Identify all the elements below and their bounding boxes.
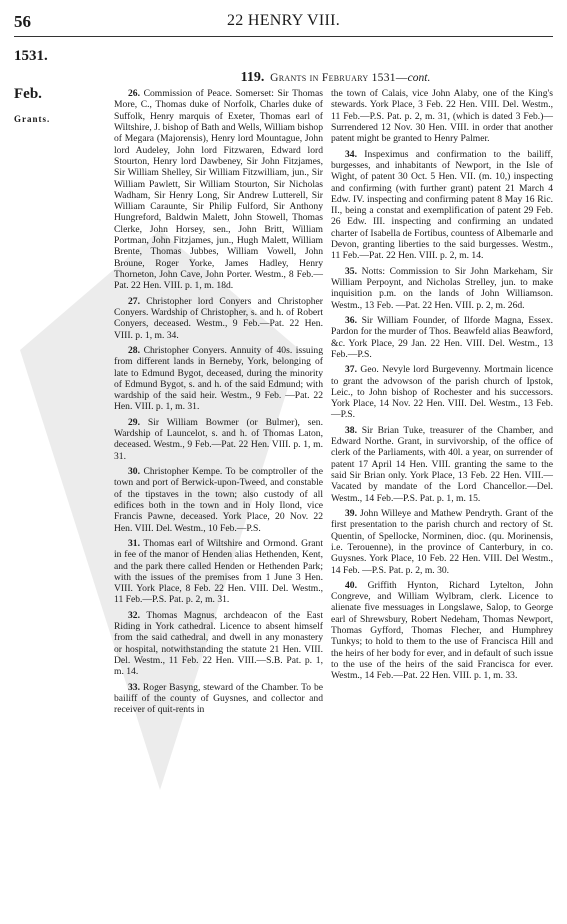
- entry-number: 29.: [128, 416, 140, 428]
- entry: [114, 345, 323, 413]
- entry-number: 31.: [128, 537, 140, 549]
- entry-number: 32.: [128, 609, 140, 621]
- running-title: 22 HENRY VIII.: [226, 12, 341, 29]
- entry: [114, 296, 323, 341]
- page-header: [14, 12, 553, 34]
- section-title: Grants in February 1531—: [270, 72, 408, 84]
- entry-text: Sir William Founder, of Ilforde Magna, Essex. Pardon for the murder of Thos. Beawfeld alias Beawford, &c. York Place, 29 Jan. 22 Hen. VIII. Del. Westm., 13 Feb.—P.S.: [331, 314, 553, 360]
- entry-text: Griffith Hynton, Richard Lytelton, John Congreve, and William Wylbram, clerk. Licence to alienate five messuages in Longslawe, Salop, to George earl of Shrewsbury, Robert Nedeham, Thomas Newport, Thomas Gyfford, Thomas Flecher, and Humphrey Tunkys; to hold to them to the use of Francisca Hill and the heirs of her body for ever, and in default of such issue to the use of the heirs of the said Francisca for ever. Westm., 14 Feb.—Pat. 22 Hen. VIII. p. 1, m. 33.: [331, 579, 553, 682]
- entry: [114, 417, 323, 462]
- entry: [331, 88, 553, 145]
- entry: [114, 88, 323, 292]
- section-title-cont: cont.: [407, 72, 431, 84]
- entry: [331, 266, 553, 311]
- entry: [331, 364, 553, 421]
- entry: [331, 149, 553, 262]
- entry: [114, 610, 323, 678]
- entry-text: Thomas Magnus, archdeacon of the East Riding in York cathedral. Licence to absent himself from the said cathedral, and dwell in any monastery or hospital, notwithstanding the statute 21 Hen. VIII. Del. Westm., 11 Feb. 22 Hen. VIII.—S.B. Pat. p. 1, m. 14.: [114, 609, 323, 678]
- entry-text: Christopher Conyers. Annuity of 40s. issuing from different lands in Berneby, York, belonging of late to Edmund Bygot, deceased, during the minority of Edmund Bygot, s. and h. of the said Edmund; with wardship of the said heir. Westm., 9 Feb. —Pat. 22 Hen. VIII. p. 1, m. 31.: [114, 344, 323, 413]
- entry-text: Thomas earl of Wiltshire and Ormond. Grant in fee of the manor of Henden alias Hethenden, Kent, and the park there called Henden or Hethenden Park; with the issues of the premises from 1 June 3 Hen. VIII. York Place, 8 Feb. 22 Hen. VIII. Del. Westm., 11 Feb.—P.S. Pat. p. 2, m. 31.: [114, 537, 323, 606]
- entry-text: Christopher lord Conyers and Christopher Conyers. Wardship of Christopher, s. and h. of Robert Conyers, deceased. Westm., 9 Feb.—Pat. 22 Hen. VIII. p. 1, m. 34.: [114, 295, 323, 341]
- entry-number: 34.: [345, 148, 357, 160]
- margin-month: Feb.: [14, 86, 42, 102]
- entry: [331, 315, 553, 360]
- entry: [331, 508, 553, 576]
- entry: [331, 425, 553, 504]
- entry-number: 28.: [128, 344, 140, 356]
- entry-text: Sir Brian Tuke, treasurer of the Chamber, and Edward Northe. Grant, in survivorship, of the office of clerk of the Parliaments, with 40l. a year, on surrender of patent 17 April 14 Hen. VIII. granting the same to the said Sir Brian only. York Place, 13 Feb. 22 Hen. VIII.—Vacated by mandate of the Lord Chancellor.—Del. Westm., 14 Feb.—P.S. Pat. p. 1, m. 15.: [331, 424, 553, 504]
- entry-number: 36.: [345, 314, 357, 326]
- page-number: 56: [14, 12, 31, 31]
- entry-text: Roger Basyng, steward of the Chamber. To be bailiff of the county of Guysnes, and collector and receiver of quit-rents in: [114, 681, 323, 716]
- entry: [114, 538, 323, 606]
- entry: [331, 580, 553, 682]
- header-rule: [14, 36, 553, 37]
- section-number: 119.: [240, 70, 265, 85]
- entry-text: Inspeximus and confirmation to the bailiff, burgesses, and inhabitants of Newport, in the Isle of Wight, of patent 30 Oct. 5 Hen. VII. (m. 10,) inspecting and confirming (with further grant) patent 21 March 4 Edw. IV. inspecting and confirming patent 8 May 16 Ric. II., being a constat and exemplification of patent 29 Feb. 26 Edw. III. inspecting and confirming an undated charter of Isabella de Fortibus, countess of Albemarle and Devon, granting liberties to the said burgesses. Westm., 11 Feb.—Pat. 22 Hen. VIII. p. 2, m. 14.: [331, 148, 553, 262]
- entry-number: 38.: [345, 424, 357, 436]
- entry-number: 40.: [345, 579, 357, 591]
- entry-number: 37.: [345, 364, 357, 376]
- entry-number: 39.: [345, 507, 357, 519]
- entry-number: 27.: [128, 295, 140, 307]
- left-column: [114, 88, 323, 720]
- entry-text: Commission of Peace. Somerset: Sir Thomas More, C., Thomas duke of Norfolk, Charles duke of Suffolk, Henry marquis of Exeter, Thomas earl of Wiltshire, J. bishop of Bath and Wells, William bishop of Megara (Majorensis), Henry lord Mountague, John lord Audeley, John lord Fitzwaren, Edward lord Stourton, Henry lord Dawbeney, Sir John Fitzjames, Sir William Shelley, Sir William Fitzwilliam, jun., Sir William Pawlett, Sir William Stourton, Sir Nicholas Wadham, Sir Henry Long, Sir Andrew Lutterell, Sir William Caraunte, Sir Philip Fulford, Sir Anthony Hungreford, Baldwin Malett, John Stowell, Thomas Clerke, John Horsey, sen., John Britt, William Portman, John Fitzjames, jun., Hugh Malett, William Brente, Thomas Jubbes, William Vowell, John Broune, Roger Yorke, James Hadley, Henry Thorneton, John Cave, John Porter. Westm., 8 Feb.—Pat. 22 Hen. VIII. p. 1, m. 18d.: [114, 88, 323, 292]
- entry-text: the town of Calais, vice John Alaby, one of the King's stewards. York Place, 3 Feb. 22 Hen. VIII. Del. Westm., 11 Feb.—P.S. Pat. p. 2, m. 31, (which is dated 3 Feb.)—Surrendered 12 Nov. 30 Hen. VIII. in order that another patent might be granted to Henry Palmer.: [331, 88, 553, 145]
- entry-text: Christopher Kempe. To be comptroller of the town and port of Berwick-upon-Tweed, and constable of the tipstaves in the town; also custody of all edifices both in the town and in Holy Ilond, vice Francis Pawne, deceased. York Place, 20 Nov. 22 Hen. VIII. Del. Westm., 10 Feb.—P.S.: [114, 466, 323, 534]
- entry-number: 35.: [345, 265, 357, 277]
- entry-text: Geo. Nevyle lord Burgevenny. Mortmain licence to grant the advowson of the parish church of Ipstok, Leic., to John bishop of Rochester and his successors. York Place, 14 Nov. 22 Hen. VIII. Del. Westm., 13 Feb.—P.S.: [331, 364, 553, 421]
- entry-number: 26.: [128, 88, 140, 99]
- entry: [114, 682, 323, 716]
- entry-number: 33.: [128, 681, 140, 693]
- right-column: [331, 88, 553, 686]
- section-heading: [118, 70, 553, 86]
- entry-text: Notts: Commission to Sir John Markeham, Sir William Perpoynt, and Nicholas Strelley, jun. to make inquisition p.m. on the lands of John Williamson. Westm., 13 Feb. —Pat. 22 Hen. VIII. p. 2, m. 26d.: [331, 265, 553, 311]
- margin-section-label: Grants.: [14, 114, 51, 124]
- entry-text: Sir William Bowmer (or Bulmer), sen. Wardship of Launcelot, s. and h. of Thomas Laton, deceased. Westm., 9 Feb.—Pat. 22 Hen. VIII. p. 1, m. 31.: [114, 416, 323, 462]
- margin-year: 1531.: [14, 48, 48, 64]
- entry: [114, 466, 323, 534]
- entry-text: John Willeye and Mathew Pendryth. Grant of the first presentation to the parish church and rectory of St. Quentin, of Spellocke, Norminen, dioc. (qu. Morinensis, i.e. Terouenne), in the province of Canterbury, in co. Guysnes. York Place, 10 Feb. 22 Hen. VIII. Del Westm., 14 Feb. —P.S. Pat. p. 2, m. 30.: [331, 507, 553, 576]
- entry-number: 30.: [128, 466, 140, 477]
